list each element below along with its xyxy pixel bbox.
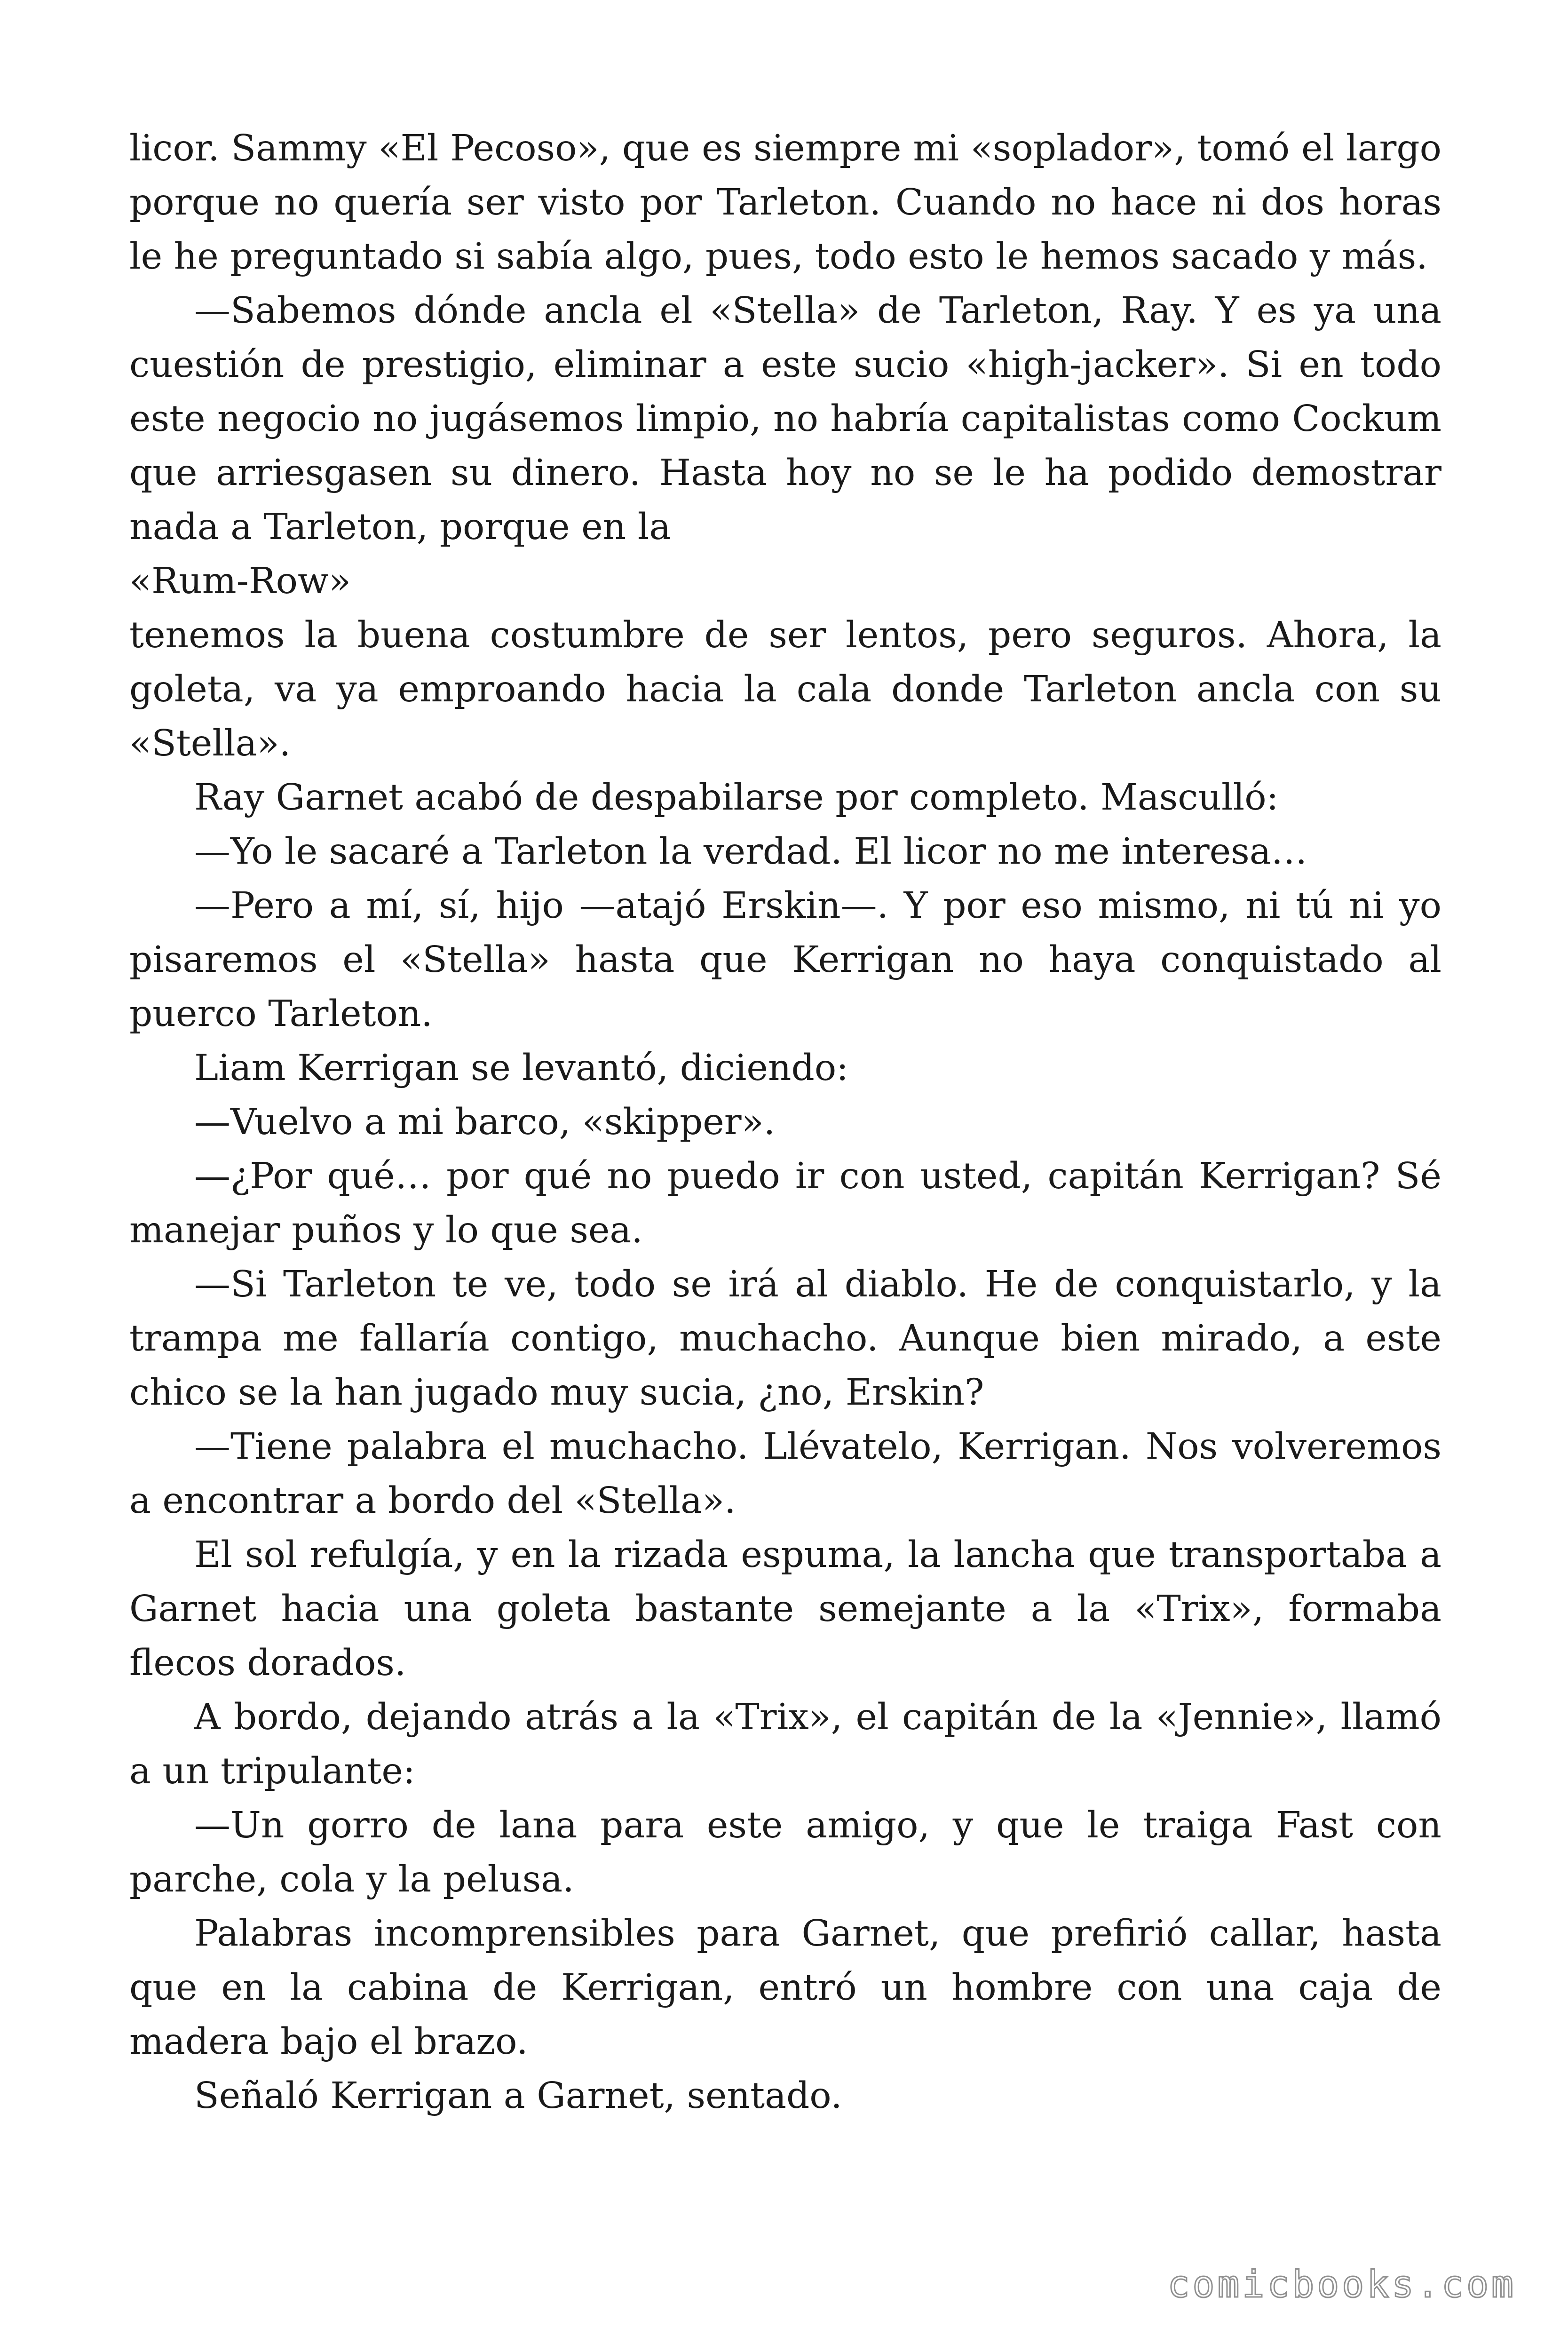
paragraph-5: Ray Garnet acabó de despabilarse por completo. Masculló: — [194, 777, 1279, 818]
paragraph-1: licor. Sammy «El Pecoso», que es siempre mi «soplador», tomó el largo porque no quería ser visto por Tarleton. Cuando no hace ni dos horas le he preguntado si sabía algo, pues, todo esto le hemos sacado y más. — [129, 127, 1441, 278]
paragraph-2: —Sabemos dónde ancla el «Stella» de Tarleton, Ray. Y es ya una cuestión de prestigio, eliminar a este sucio «high-jacker». Si en todo este negocio no jugásemos limpio, no habría capitalistas como Cockum que arriesgasen su dinero. Hasta hoy no se le ha podido demostrar nada a Tarleton, porque en la — [129, 290, 1441, 548]
paragraph-4: tenemos la buena costumbre de ser lentos, pero seguros. Ahora, la goleta, va ya emproando hacia la cala donde Tarleton ancla con su «Stella». — [129, 614, 1441, 764]
paragraph-9: —Vuelvo a mi barco, «skipper». — [194, 1101, 776, 1143]
paragraph-14: A bordo, dejando atrás a la «Trix», el capitán de la «Jennie», llamó a un tripulante: — [129, 1696, 1441, 1792]
paragraph-8: Liam Kerrigan se levantó, diciendo: — [194, 1047, 849, 1089]
paragraph-13: El sol refulgía, y en la rizada espuma, la lancha que transportaba a Garnet hacia una goleta bastante semejante a la «Trix», formaba flecos dorados. — [129, 1534, 1441, 1684]
paragraph-16: Palabras incomprensibles para Garnet, que prefirió callar, hasta que en la cabina de Kerrigan, entró un hombre con una caja de madera bajo el brazo. — [129, 1913, 1441, 2063]
watermark: comicbooks.com — [1167, 2264, 1516, 2306]
paragraph-6: —Yo le sacaré a Tarleton la verdad. El licor no me interesa… — [194, 831, 1307, 873]
paragraph-7: —Pero a mí, sí, hijo —atajó Erskin—. Y por eso mismo, ni tú ni yo pisaremos el «Stella» hasta que Kerrigan no haya conquistado al puerco Tarleton. — [129, 885, 1441, 1035]
paragraph-12: —Tiene palabra el muchacho. Llévatelo, Kerrigan. Nos volveremos a encontrar a bordo del «Stella». — [129, 1426, 1441, 1522]
paragraph-3: «Rum-Row» — [129, 560, 351, 602]
body-text — [129, 121, 1441, 2123]
paragraph-11: —Si Tarleton te ve, todo se irá al diablo. He de conquistarlo, y la trampa me fallaría contigo, muchacho. Aunque bien mirado, a este chico se la han jugado muy sucia, ¿no, Erskin? — [129, 1263, 1441, 1414]
paragraph-17: Señaló Kerrigan a Garnet, sentado. — [194, 2075, 842, 2117]
paragraph-15: —Un gorro de lana para este amigo, y que le traiga Fast con parche, cola y la pelusa. — [129, 1804, 1441, 1900]
paragraph-10: —¿Por qué… por qué no puedo ir con usted, capitán Kerrigan? Sé manejar puños y lo que sea. — [129, 1155, 1441, 1251]
